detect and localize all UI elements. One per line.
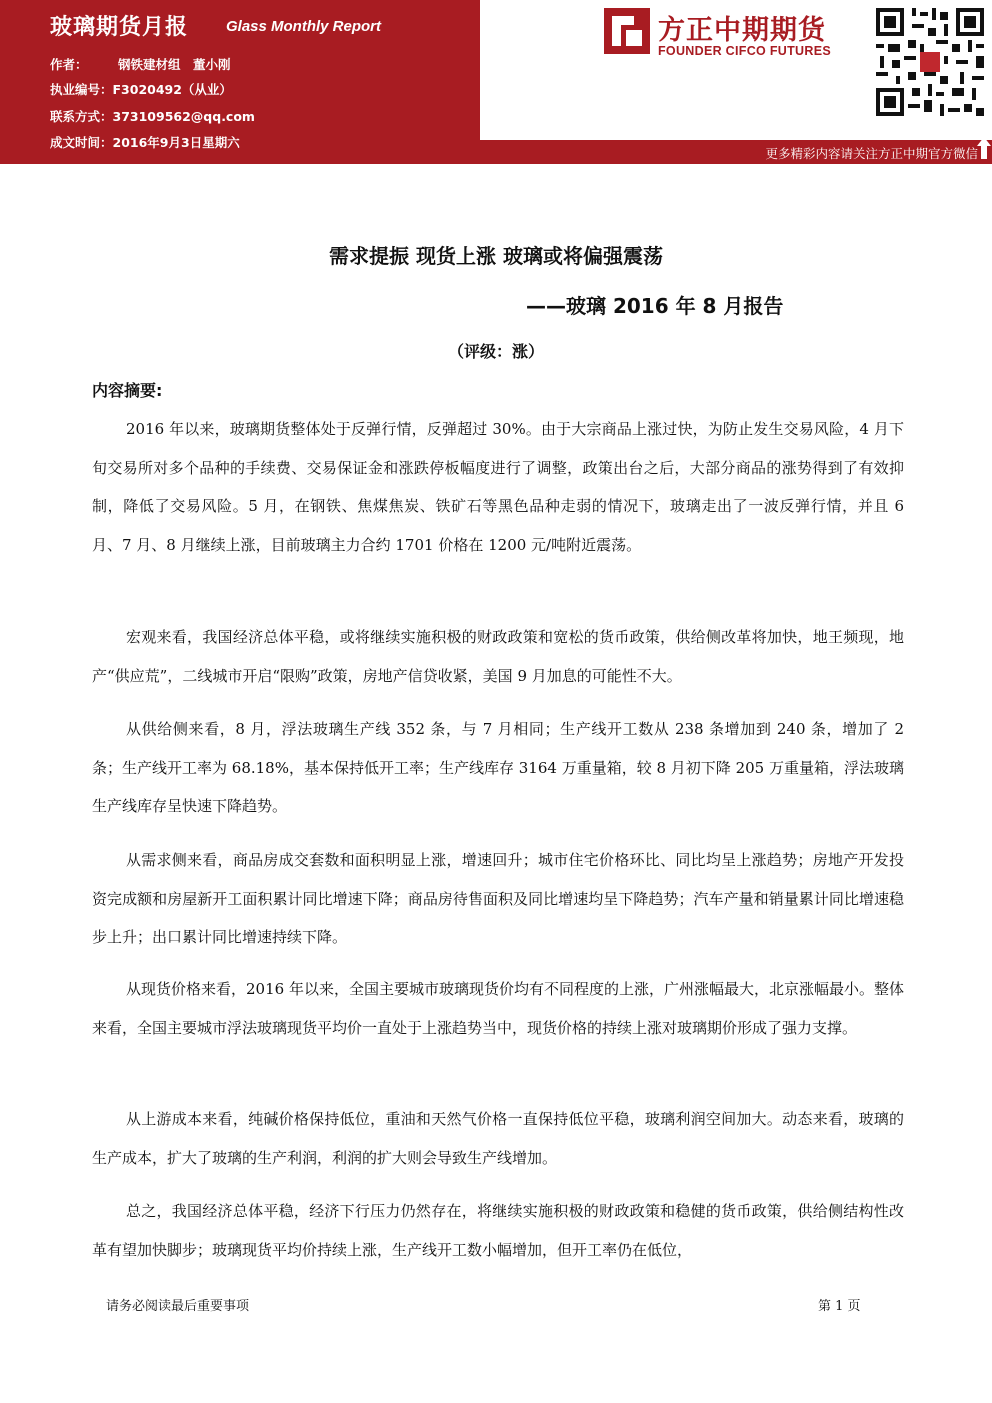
meta-value: 2016年9月3日星期六	[112, 135, 240, 150]
paragraph-spot-price: 从现货价格来看，2016 年以来，全国主要城市玻璃现货价均有不同程度的上涨，广州涨幅最大，北京涨幅最小。整体来看，全国主要城市浮法玻璃现货平均价一直处于上涨趋势当中，现货价格的持续上涨对玻璃期价形成了强力支撑。	[92, 980, 904, 1037]
meta-license	[50, 80, 232, 98]
report-header	[0, 0, 992, 164]
logo-mark-icon	[604, 8, 650, 54]
meta-date	[50, 133, 240, 151]
meta-value: 钢铁建材组 董小刚	[118, 57, 231, 72]
meta-label: 成文时间：	[50, 135, 113, 150]
report-title-en: Glass Monthly Report	[226, 18, 382, 35]
page-number: 第 1 页	[818, 1299, 861, 1314]
paragraph-supply: 从供给侧来看，8 月，浮法玻璃生产线 352 条，与 7 月相同；生产线开工数从 238 条增加到 240 条，增加了 2 条；生产线开工率为 68.18%，基本保持低开工率；生产线库存 3164 万重量箱，较 8 月初下降 205 万重量箱，浮法玻璃生产线库存呈快速下降趋势。	[92, 720, 904, 815]
article-title: 需求提振 现货上涨 玻璃或将偏强震荡	[329, 244, 663, 268]
qr-code-icon[interactable]	[872, 4, 988, 120]
arrow-up-icon	[976, 136, 992, 160]
meta-contact	[50, 107, 255, 125]
article-subtitle: ——玻璃 2016 年 8 月报告	[526, 294, 784, 318]
brand-logo	[604, 8, 856, 68]
meta-label: 作者：	[50, 57, 88, 72]
follow-wechat-text: 更多精彩内容请关注方正中期官方微信	[765, 146, 978, 161]
paragraph-macro: 宏观来看，我国经济总体平稳，或将继续实施积极的财政政策和宽松的货币政策，供给侧改革将加快，地王频现，地产“供应荒”，二线城市开启“限购”政策，房地产信贷收紧，美国 9 月加息的可能性不大。	[92, 628, 904, 685]
brand-name-en: FOUNDER CIFCO FUTURES	[658, 44, 831, 58]
summary-heading: 内容摘要:	[92, 381, 163, 400]
rating-label: （评级：涨）	[447, 342, 544, 361]
paragraph-overview: 2016 年以来，玻璃期货整体处于反弹行情，反弹超过 30%。由于大宗商品上涨过快，为防止发生交易风险，4 月下旬交易所对多个品种的手续费、交易保证金和涨跌停板幅度进行了调整，政策出台之后，大部分商品的涨势得到了有效抑制，降低了交易风险。5 月，在钢铁、焦煤焦炭、铁矿石等黑色品种走弱的情况下，玻璃走出了一波反弹行情，并且 6 月、7 月、8 月继续上涨，目前玻璃主力合约 1701 价格在 1200 元/吨附近震荡。	[92, 420, 904, 554]
meta-label: 联系方式：	[50, 109, 113, 124]
meta-value: F3020492（从业）	[112, 82, 232, 97]
meta-value: 373109562@qq.com	[112, 109, 255, 124]
meta-label: 执业编号：	[50, 82, 113, 97]
paragraph-demand: 从需求侧来看，商品房成交套数和面积明显上涨，增速回升；城市住宅价格环比、同比均呈上涨趋势；房地产开发投资完成额和房屋新开工面积累计同比增速下降；商品房待售面积及同比增速均呈下降趋势；汽车产量和销量累计同比增速稳步上升；出口累计同比增速持续下降。	[92, 851, 904, 946]
meta-author	[50, 55, 231, 73]
brand-name-cn: 方正中期期货	[658, 15, 826, 46]
paragraph-conclusion: 总之，我国经济总体平稳，经济下行压力仍然存在，将继续实施积极的财政政策和稳健的货币政策，供给侧结构性改革有望加快脚步；玻璃现货平均价持续上涨，生产线开工数小幅增加，但开工率仍在低位，	[92, 1202, 904, 1259]
report-title-cn: 玻璃期货月报	[50, 15, 189, 40]
footer-notice: 请务必阅读最后重要事项	[106, 1299, 250, 1314]
paragraph-cost: 从上游成本来看，纯碱价格保持低位，重油和天然气价格一直保持低位平稳，玻璃利润空间加大。动态来看，玻璃的生产成本，扩大了玻璃的生产利润，利润的扩大则会导致生产线增加。	[92, 1110, 904, 1167]
